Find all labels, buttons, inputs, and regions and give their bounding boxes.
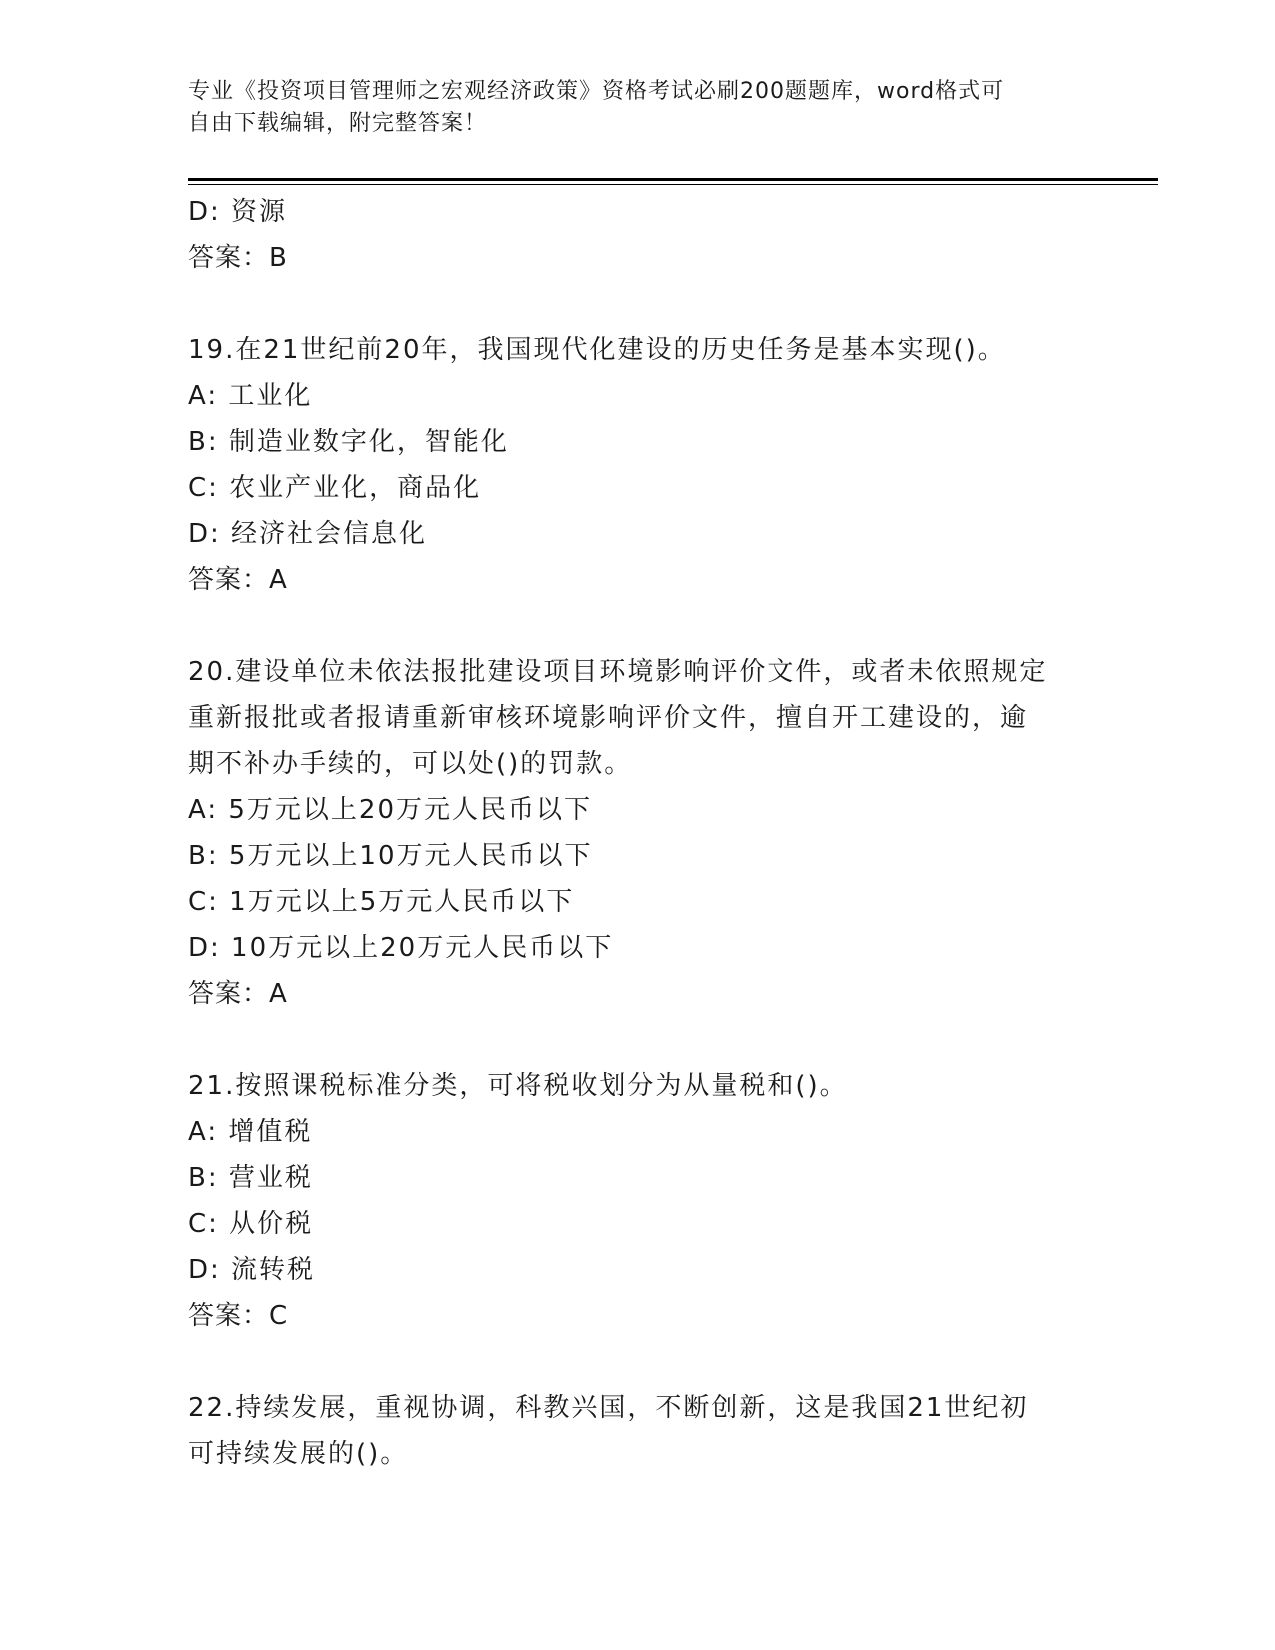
question-text: 22.持续发展，重视协调，科教兴国，不断创新，这是我国21世纪初	[188, 1393, 1029, 1423]
answer-line: 答案：B	[188, 243, 288, 273]
question-21	[188, 1063, 1088, 1339]
question-text: 20.建设单位未依法报批建设项目环境影响评价文件，或者未依照规定	[188, 657, 1048, 687]
option-d: D: 流转税	[188, 1255, 316, 1285]
question-22	[188, 1385, 1088, 1477]
header-divider-thick	[188, 178, 1158, 181]
answer-line: 答案：C	[188, 1301, 289, 1331]
document-page	[188, 0, 1158, 1650]
question-text: 期不补办手续的，可以处()的罚款。	[188, 749, 633, 779]
question-text: 21.按照课税标准分类，可将税收划分为从量税和()。	[188, 1071, 848, 1101]
option-c: C: 农业产业化，商品化	[188, 473, 482, 503]
question-text: 19.在21世纪前20年，我国现代化建设的历史任务是基本实现()。	[188, 335, 1006, 365]
option-d: D: 资源	[188, 197, 288, 227]
question-19	[188, 327, 1088, 603]
document-header	[188, 76, 1088, 140]
header-line-1: 专业《投资项目管理师之宏观经济政策》资格考试必刷200题题库，word格式可	[188, 79, 1005, 104]
option-d: D: 经济社会信息化	[188, 519, 428, 549]
option-c: C: 从价税	[188, 1209, 314, 1239]
option-d: D: 10万元以上20万元人民币以下	[188, 933, 614, 963]
answer-line: 答案：A	[188, 979, 288, 1009]
header-divider-thin	[188, 184, 1158, 185]
previous-question-tail	[188, 189, 1088, 281]
answer-line: 答案：A	[188, 565, 288, 595]
question-20	[188, 649, 1088, 1017]
option-b: B: 制造业数字化，智能化	[188, 427, 509, 457]
question-text: 重新报批或者报请重新审核环境影响评价文件，擅自开工建设的，逾	[188, 703, 1029, 733]
option-b: B: 营业税	[188, 1163, 313, 1193]
header-line-2: 自由下载编辑，附完整答案！	[188, 111, 488, 136]
question-text: 可持续发展的()。	[188, 1439, 409, 1469]
option-a: A: 增值税	[188, 1117, 313, 1147]
question-list	[188, 189, 1088, 1477]
option-a: A: 5万元以上20万元人民币以下	[188, 795, 592, 825]
option-c: C: 1万元以上5万元人民币以下	[188, 887, 575, 917]
option-b: B: 5万元以上10万元人民币以下	[188, 841, 593, 871]
option-a: A: 工业化	[188, 381, 313, 411]
